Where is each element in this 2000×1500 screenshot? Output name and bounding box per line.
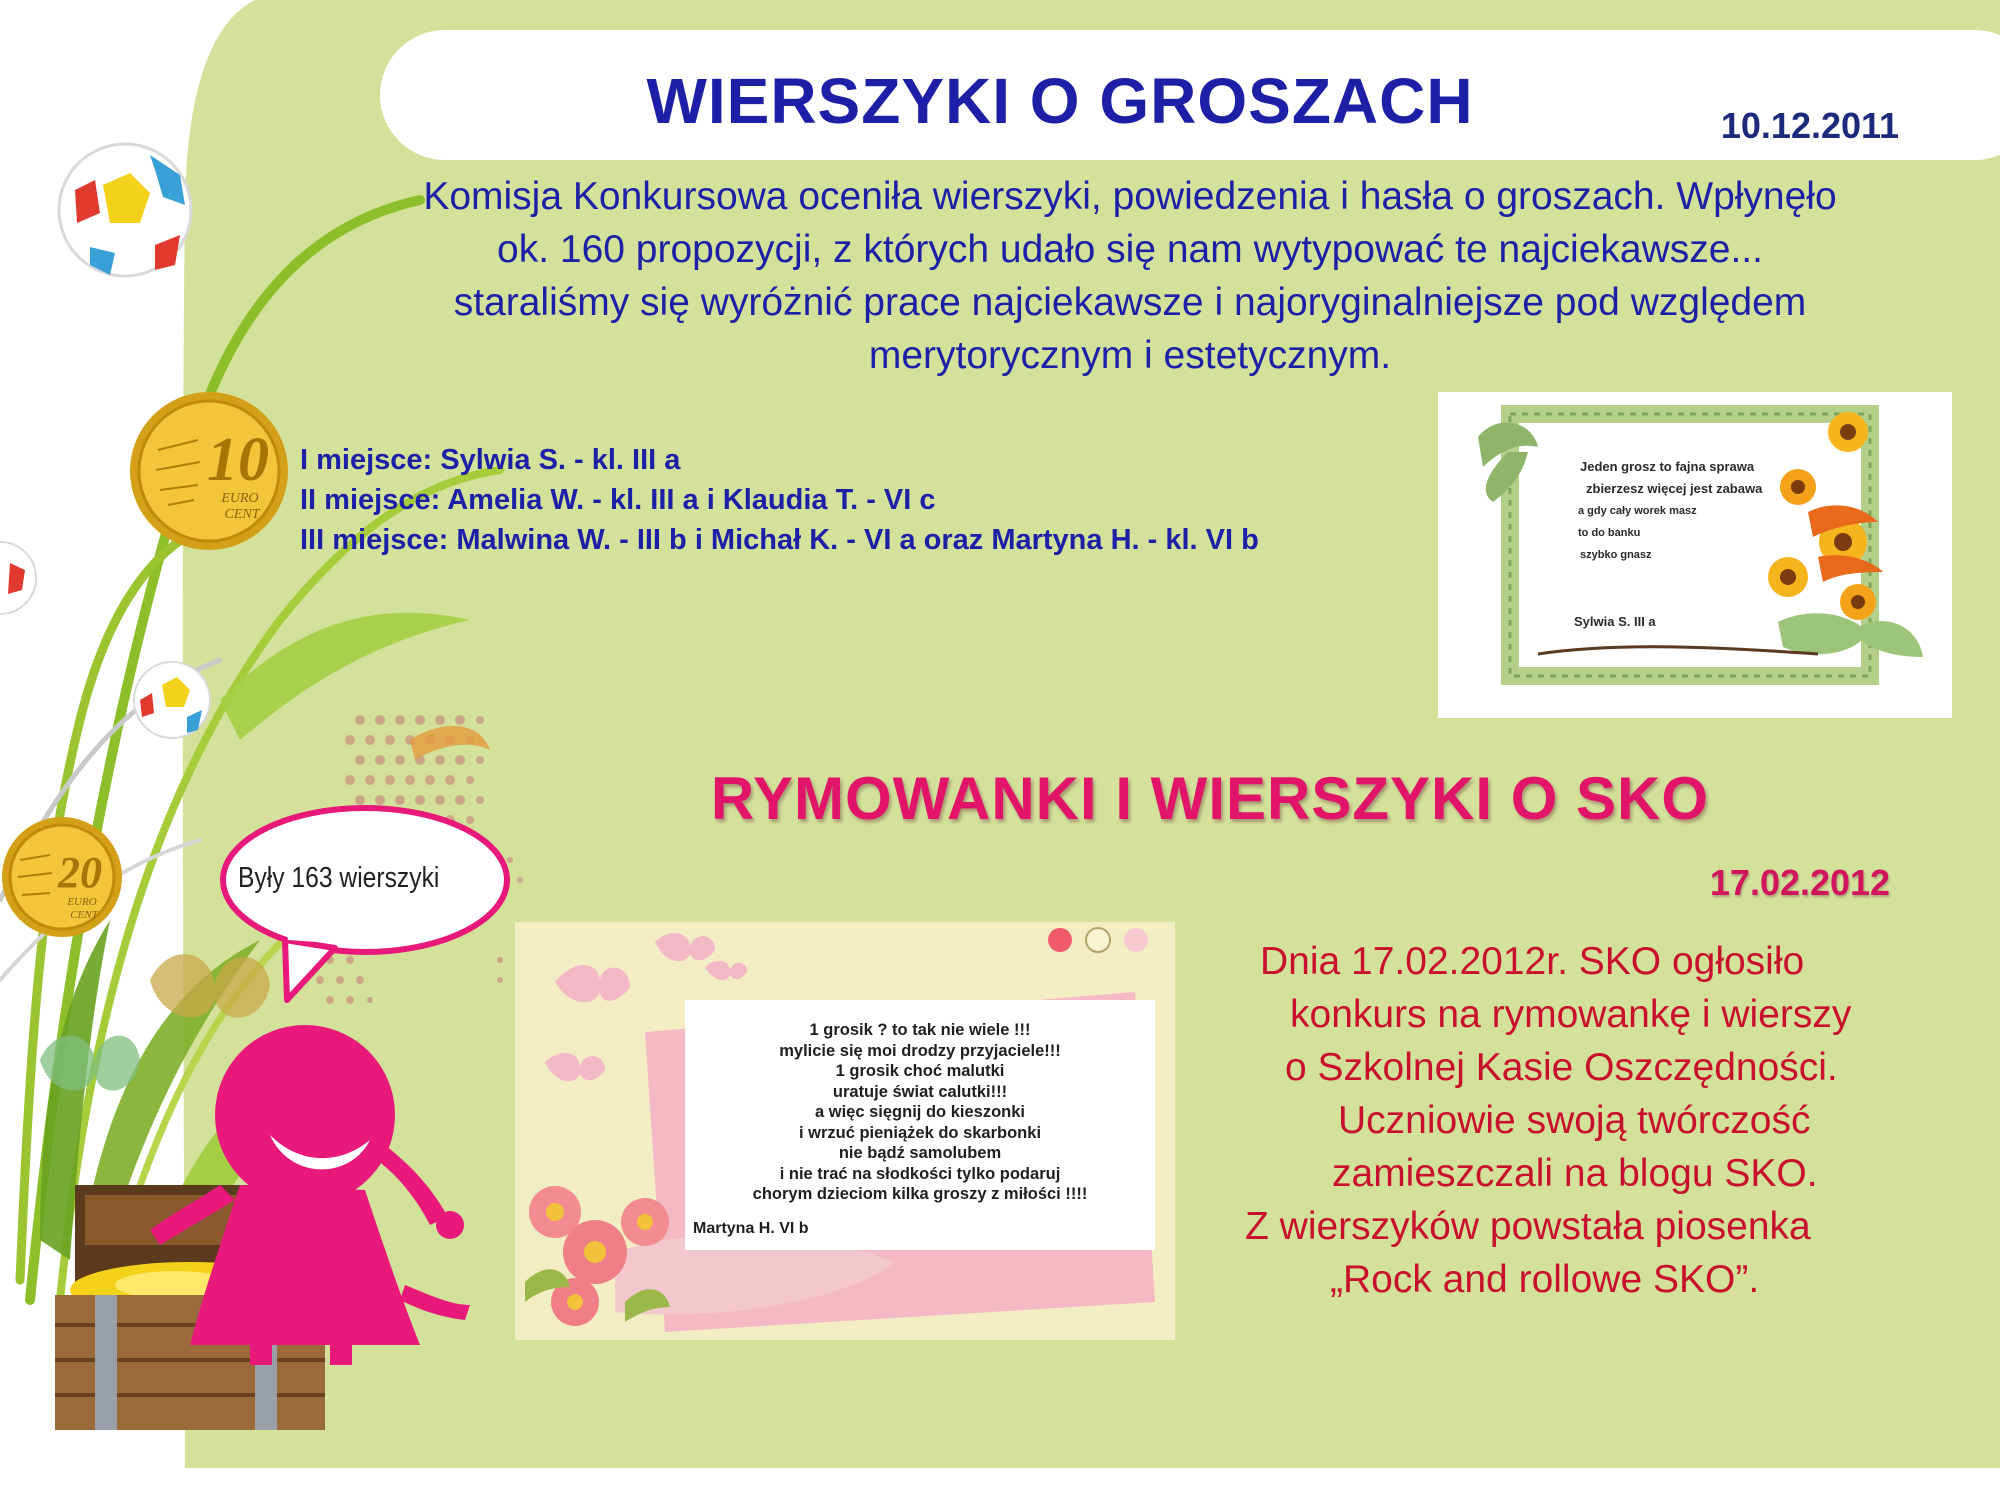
poem-card-martyna bbox=[515, 922, 1175, 1340]
announcement-line: o Szkolnej Kasie Oszczędności. bbox=[1285, 1046, 1838, 1089]
poem-line: 1 grosik choć malutki bbox=[835, 1062, 1005, 1080]
poem-card-sylwia bbox=[1438, 392, 1952, 718]
intro-line: ok. 160 propozycji, z których udało się nam wytypować te najciekawsze... bbox=[497, 228, 1763, 271]
poem-text bbox=[1580, 456, 1762, 566]
intro-line: Komisja Konkursowa oceniła wierszyki, powiedzenia i hasła o groszach. Wpłynęło bbox=[423, 175, 1837, 218]
poem-line: 1 grosik ? to tak nie wiele !!! bbox=[809, 1021, 1031, 1039]
announcement-line: konkurs na rymowankę i wierszy bbox=[1290, 993, 1852, 1036]
poem-author: Sylwia S. III a bbox=[1574, 614, 1656, 629]
soccer-ball-icon bbox=[55, 135, 195, 285]
result-second: II miejsce: Amelia W. - kl. III a i Klaudia T. - VI c bbox=[300, 484, 936, 516]
intro-line: staraliśmy się wyróżnić prace najciekawsze i najoryginalniejsze pod względem bbox=[453, 281, 1807, 324]
coin-unit: EURO bbox=[67, 896, 97, 908]
poem-line: mylicie się moi drodzy przyjaciele!!! bbox=[779, 1041, 1061, 1060]
announcement-line: „Rock and rollowe SKO”. bbox=[1330, 1258, 1760, 1301]
soccer-ball-icon bbox=[0, 528, 40, 628]
poem-line: zbierzesz więcej jest zabawa bbox=[1586, 481, 1763, 496]
poem-line: a gdy cały worek masz bbox=[1578, 505, 1697, 517]
poem-line: Jeden grosz to fajna sprawa bbox=[1580, 459, 1755, 474]
section2-announcement bbox=[1210, 935, 1990, 1306]
poem-line: i wrzuć pieniążek do skarbonki bbox=[798, 1123, 1042, 1142]
poem-text bbox=[690, 1020, 1150, 1205]
section2-date: 17.02.2012 bbox=[1709, 862, 1891, 903]
euro-coin-10-icon bbox=[128, 390, 290, 552]
section2-title: RYMOWANKI I WIERSZYKI O SKO bbox=[710, 765, 1710, 832]
girl-figure-icon bbox=[130, 1005, 470, 1365]
poem-line: uratuje świat calutki!!! bbox=[832, 1082, 1008, 1101]
results-list bbox=[300, 440, 1259, 560]
section1-date: 10.12.2011 bbox=[1720, 105, 1900, 146]
speech-bubble-text: Były 163 wierszyki bbox=[238, 862, 440, 894]
coin-unit: EURO bbox=[221, 491, 259, 506]
poem-line: nie bądź samolubem bbox=[838, 1144, 1002, 1162]
poem-line: to do banku bbox=[1578, 527, 1641, 539]
coin-value: 10 bbox=[207, 426, 269, 494]
coin-unit: CENT bbox=[70, 909, 98, 921]
announcement-line: Uczniowie swoją twórczość bbox=[1338, 1099, 1811, 1142]
euro-coin-20-icon bbox=[0, 815, 125, 940]
result-first: I miejsce: Sylwia S. - kl. III a bbox=[300, 444, 681, 476]
poem-line: i nie trać na słodkości tylko podaruj bbox=[779, 1164, 1061, 1183]
section1-title: WIERSZYKI O GROSZACH bbox=[646, 65, 1474, 137]
poem-line: szybko gnasz bbox=[1580, 549, 1652, 561]
result-third: III miejsce: Malwina W. - III b i Michał K. - VI a oraz Martyna H. - kl. VI b bbox=[300, 524, 1259, 556]
poem-line: chorym dzieciom kilka groszy z miłości !!!! bbox=[752, 1185, 1088, 1203]
speech-bubble bbox=[215, 800, 515, 1010]
coin-unit: CENT bbox=[224, 507, 260, 522]
poem-author: Martyna H. VI b bbox=[693, 1220, 809, 1237]
section1-intro bbox=[290, 170, 1970, 382]
intro-line: merytorycznym i estetycznym. bbox=[868, 334, 1392, 377]
announcement-line: Dnia 17.02.2012r. SKO ogłosiło bbox=[1260, 940, 1805, 983]
coin-value: 20 bbox=[58, 848, 102, 897]
announcement-line: Z wierszyków powstała piosenka bbox=[1245, 1205, 1811, 1248]
soccer-ball-icon bbox=[132, 655, 212, 745]
poem-line: a więc sięgnij do kieszonki bbox=[815, 1103, 1025, 1121]
announcement-line: zamieszczali na blogu SKO. bbox=[1332, 1152, 1818, 1195]
